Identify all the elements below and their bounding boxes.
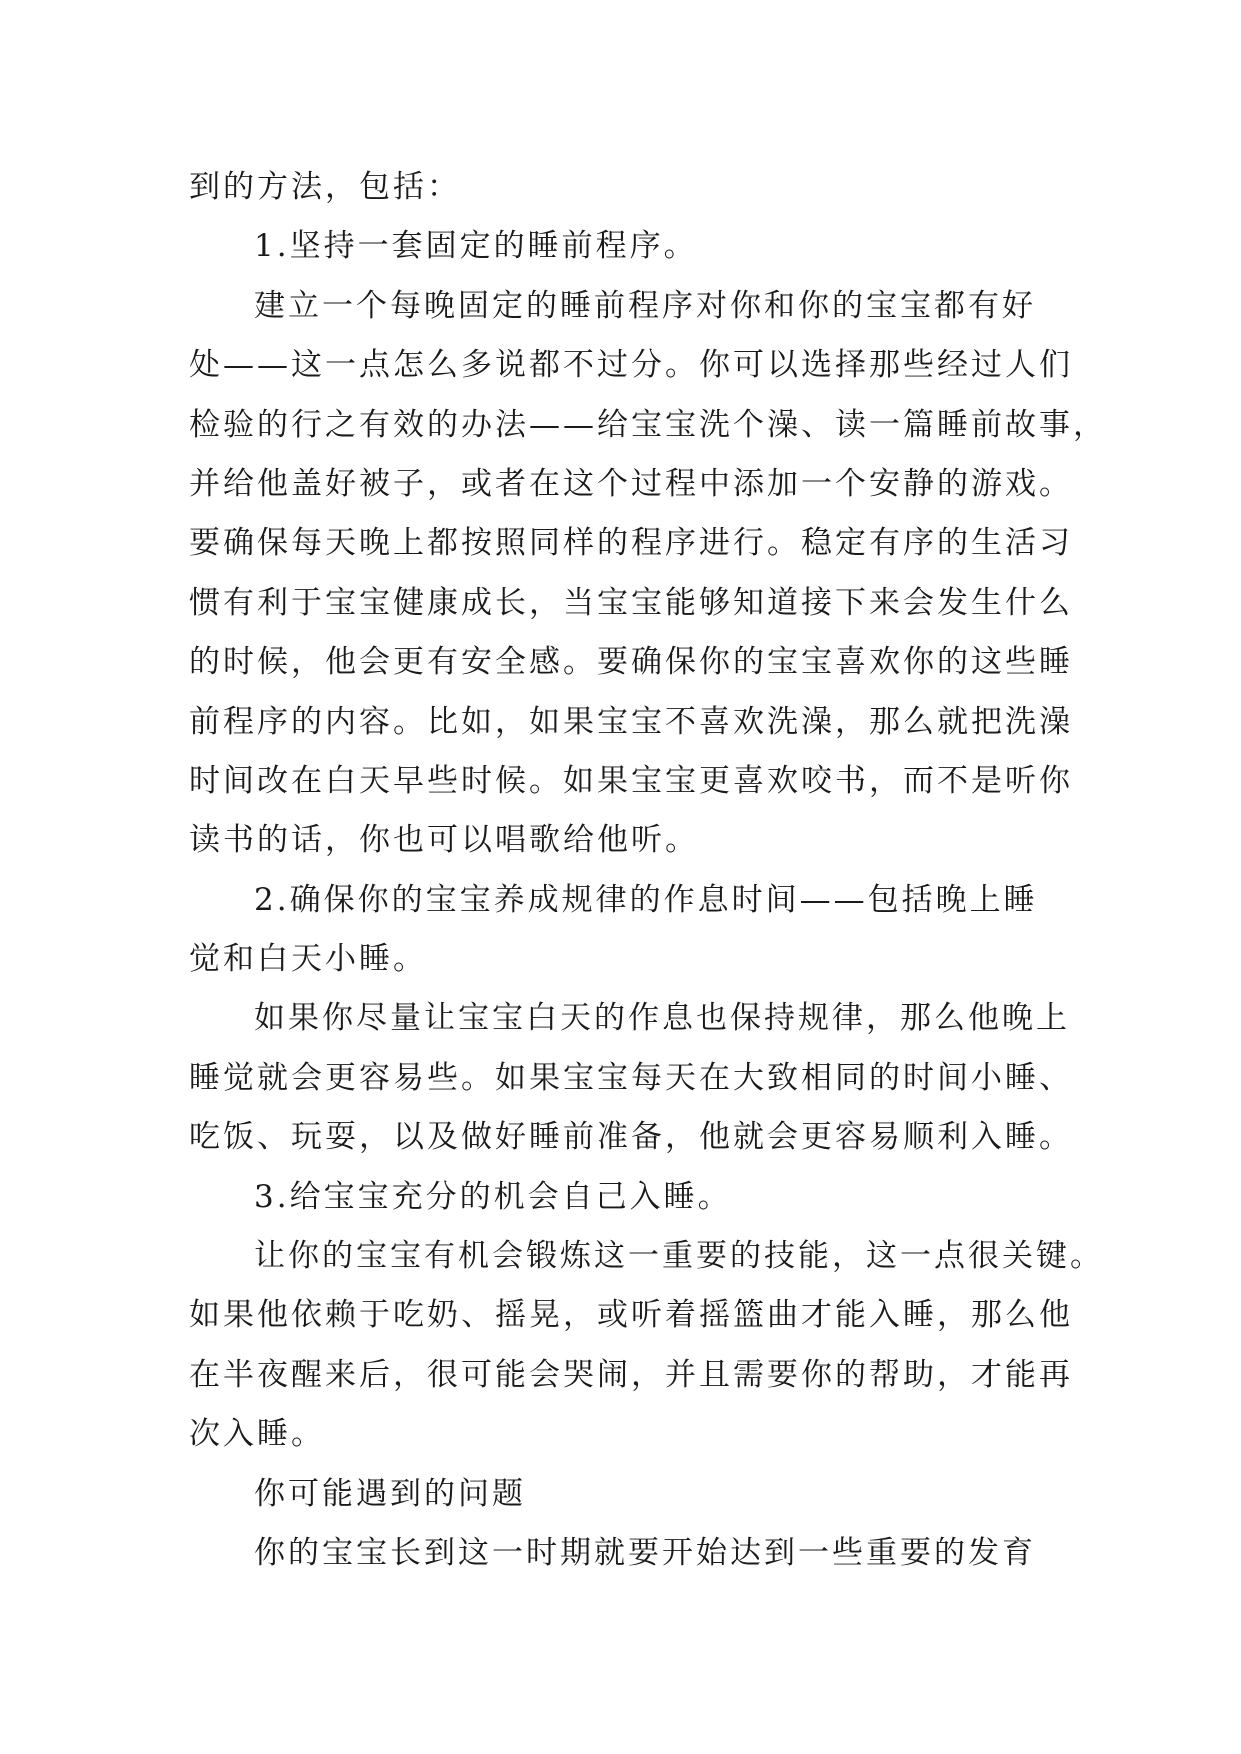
document-page <box>189 158 1107 1583</box>
text-line: 并给他盖好被子，或者在这个过程中添加一个安静的游戏。 <box>189 465 1073 502</box>
text-line: 的时候，他会更有安全感。要确保你的宝宝喜欢你的这些睡 <box>189 644 1073 681</box>
text-line: 检验的行之有效的办法——给宝宝洗个澡、读一篇睡前故事， <box>189 406 1107 443</box>
list-item-heading: 1.坚持一套固定的睡前程序。 <box>254 228 698 265</box>
list-item-heading: 2.确保你的宝宝养成规律的作息时间——包括晚上睡 <box>254 881 1038 918</box>
section-heading: 你可能遇到的问题 <box>254 1475 526 1512</box>
text-line: 在半夜醒来后，很可能会哭闹，并且需要你的帮助，才能再 <box>189 1356 1073 1393</box>
text-line: 如果他依赖于吃奶、摇晃，或听着摇篮曲才能入睡，那么他 <box>189 1297 1073 1334</box>
text-line: 你的宝宝长到这一时期就要开始达到一些重要的发育 <box>254 1534 1036 1571</box>
text-line: 睡觉就会更容易些。如果宝宝每天在大致相同的时间小睡、 <box>189 1059 1073 1096</box>
text-line: 惯有利于宝宝健康成长，当宝宝能够知道接下来会发生什么 <box>189 584 1073 621</box>
text-line: 读书的话，你也可以唱歌给他听。 <box>189 822 699 859</box>
text-line: 前程序的内容。比如，如果宝宝不喜欢洗澡，那么就把洗澡 <box>189 703 1073 740</box>
text-line: 让你的宝宝有机会锻炼这一重要的技能，这一点很关键。 <box>254 1238 1104 1275</box>
text-line: 觉和白天小睡。 <box>189 941 427 978</box>
text-line: 次入睡。 <box>189 1416 325 1453</box>
text-line: 到的方法，包括： <box>189 169 461 205</box>
text-line: 处——这一点怎么多说都不过分。你可以选择那些经过人们 <box>189 347 1073 384</box>
text-line: 要确保每天晚上都按照同样的程序进行。稳定有序的生活习 <box>189 525 1073 562</box>
text-line: 时间改在白天早些时候。如果宝宝更喜欢咬书，而不是听你 <box>189 762 1073 799</box>
list-item-heading: 3.给宝宝充分的机会自己入睡。 <box>254 1178 732 1215</box>
text-line: 如果你尽量让宝宝白天的作息也保持规律，那么他晚上 <box>254 1000 1070 1037</box>
text-line: 建立一个每晚固定的睡前程序对你和你的宝宝都有好 <box>254 287 1036 324</box>
text-line: 吃饭、玩耍，以及做好睡前准备，他就会更容易顺利入睡。 <box>189 1119 1073 1156</box>
